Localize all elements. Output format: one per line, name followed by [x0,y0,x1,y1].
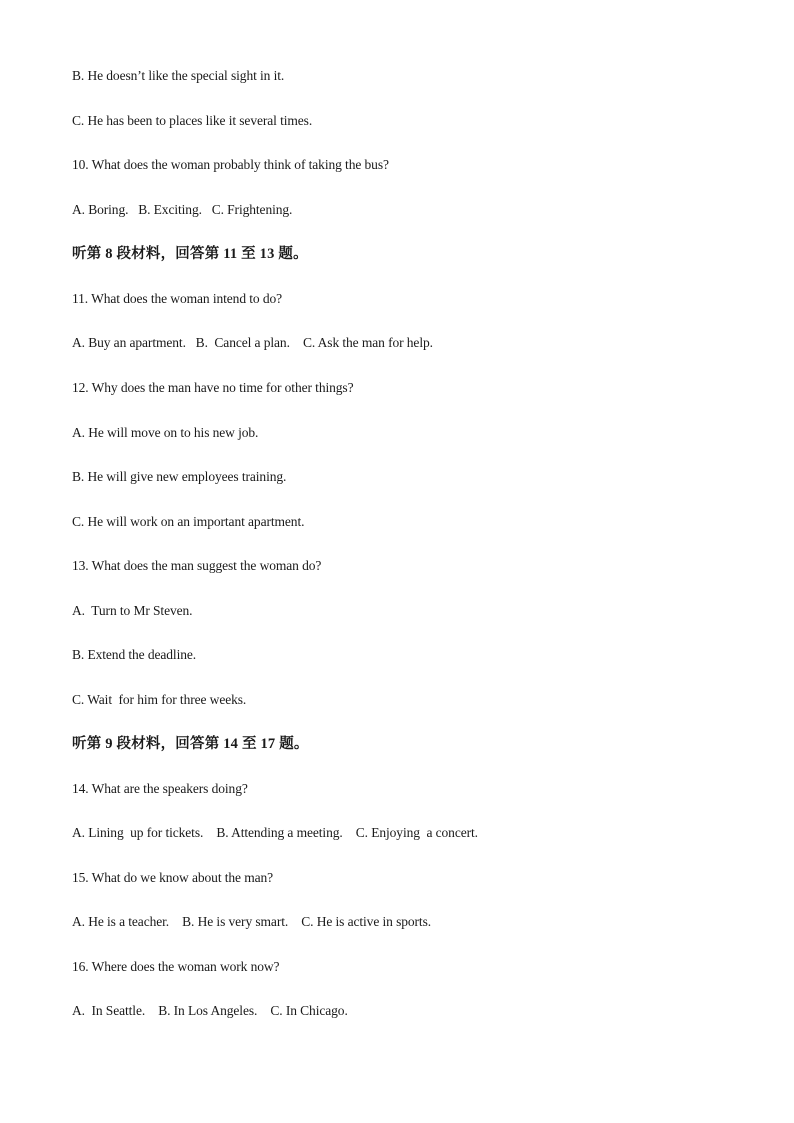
option-13a: A. Turn to Mr Steven. [72,603,193,618]
question-13: 13. What does the man suggest the woman do? [72,558,322,573]
option-13c: C. Wait for him for three weeks. [72,692,247,707]
question-16: 16. Where does the woman work now? [72,959,280,974]
option-13b: B. Extend the deadline. [72,647,197,662]
options-11: A. Buy an apartment. B. Cancel a plan. C. Ask the man for help. [72,335,433,350]
question-12: 12. Why does the man have no time for other things? [72,380,354,395]
section-heading-8: 听第 8 段材料，回答第 11 至 13 题。 [72,246,308,262]
options-16: A. In Seattle. B. In Los Angeles. C. In Chicago. [72,1003,348,1018]
option-12b: B. He will give new employees training. [72,469,287,484]
option-12c: C. He will work on an important apartment. [72,514,305,529]
section-heading-9: 听第 9 段材料，回答第 14 至 17 题。 [72,736,309,752]
option-9b: B. He doesn’t like the special sight in it. [72,68,285,83]
options-14: A. Lining up for tickets. B. Attending a meeting. C. Enjoying a concert. [72,825,478,840]
question-10: 10. What does the woman probably think of taking the bus? [72,157,389,172]
question-11: 11. What does the woman intend to do? [72,291,283,306]
option-12a: A. He will move on to his new job. [72,425,259,440]
options-15: A. He is a teacher. B. He is very smart. C. He is active in sports. [72,914,431,929]
options-10: A. Boring. B. Exciting. C. Frightening. [72,202,293,217]
question-14: 14. What are the speakers doing? [72,781,248,796]
question-15: 15. What do we know about the man? [72,870,274,885]
option-9c: C. He has been to places like it several times. [72,113,313,128]
